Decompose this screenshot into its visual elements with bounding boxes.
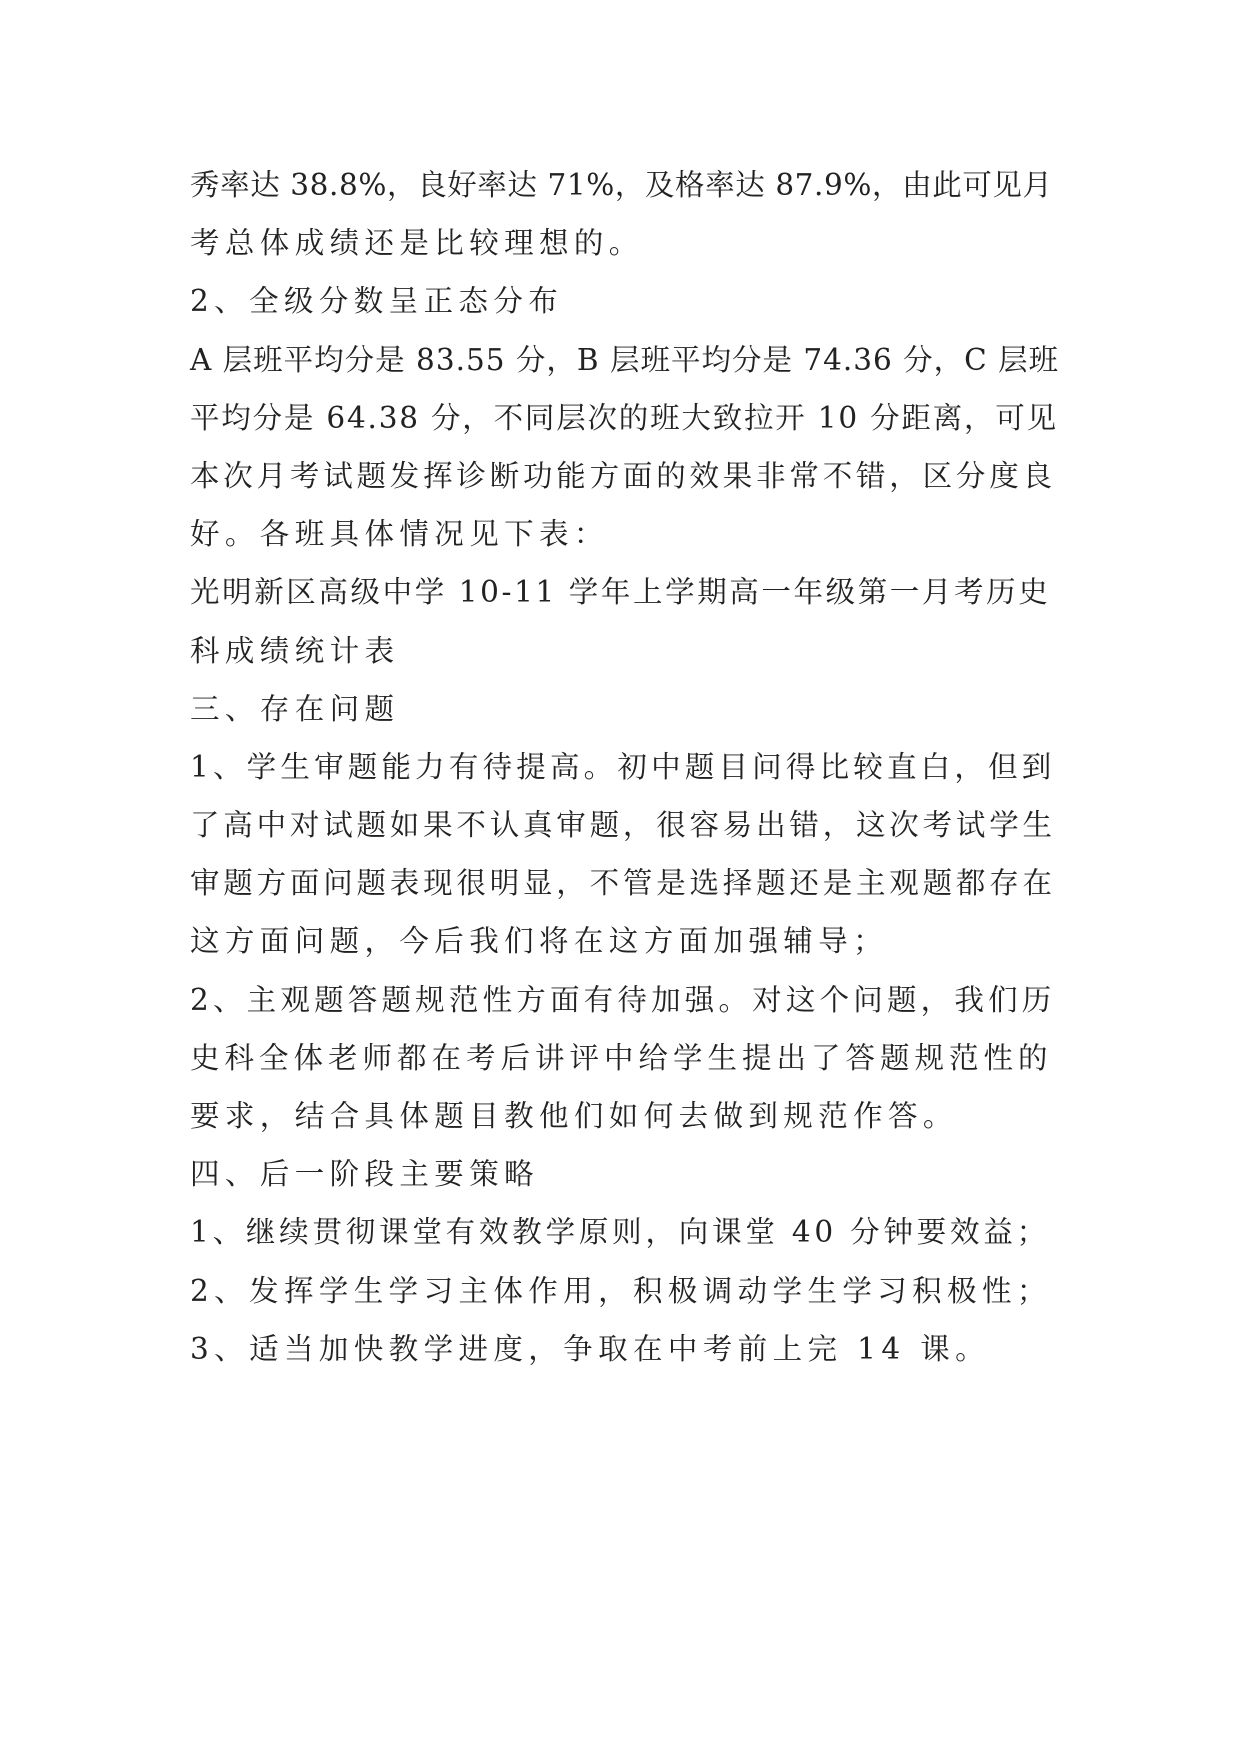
text-line: 好。各班具体情况见下表： [190, 517, 609, 552]
text-line: 史科全体老师都在考后讲评中给学生提出了答题规范性的 [190, 1040, 1053, 1075]
text-line: 本次月考试题发挥诊断功能方面的效果非常不错，区分度良 [190, 458, 1056, 493]
text-line: 2、主观题答题规范性方面有待加强。对这个问题，我们历 [190, 982, 1056, 1017]
text-line: 要求，结合具体题目教他们如何去做到规范作答。 [190, 1099, 958, 1133]
list-item: 1、继续贯彻课堂有效教学原则，向课堂 40 分钟要效益； [190, 1215, 1050, 1250]
text-line: 1、学生审题能力有待提高。初中题目问得比较直白，但到 [190, 749, 1056, 784]
document-body [190, 156, 1060, 1378]
list-item: 3、适当加快教学进度，争取在中考前上完 14 课。 [190, 1331, 991, 1366]
table-title-line: 光明新区高级中学 10-11 学年上学期高一年级第一月考历史 [190, 575, 1051, 610]
text-line: 这方面问题，今后我们将在这方面加强辅导； [190, 924, 889, 959]
list-item: 2、发挥学生学习主体作用，积极调动学生学习积极性； [190, 1273, 1052, 1308]
section-heading: 四、后一阶段主要策略 [190, 1157, 540, 1192]
text-line: A 层班平均分是 83.55 分，B 层班平均分是 74.36 分，C 层班 [190, 342, 1060, 377]
text-line: 平均分是 64.38 分，不同层次的班大致拉开 10 分距离，可见 [190, 400, 1058, 435]
table-title-line: 科成绩统计表 [190, 633, 400, 668]
text-line: 审题方面问题表现很明显，不管是选择题还是主观题都存在 [190, 866, 1056, 901]
text-line: 考总体成绩还是比较理想的。 [190, 226, 644, 261]
section-heading: 三、存在问题 [190, 691, 400, 726]
text-line: 了高中对试题如果不认真审题，很容易出错，这次考试学生 [190, 808, 1056, 843]
section-heading: 2、全级分数呈正态分布 [190, 284, 564, 319]
text-line: 秀率达 38.8%，良好率达 71%，及格率达 87.9%，由此可见月 [190, 168, 1053, 202]
